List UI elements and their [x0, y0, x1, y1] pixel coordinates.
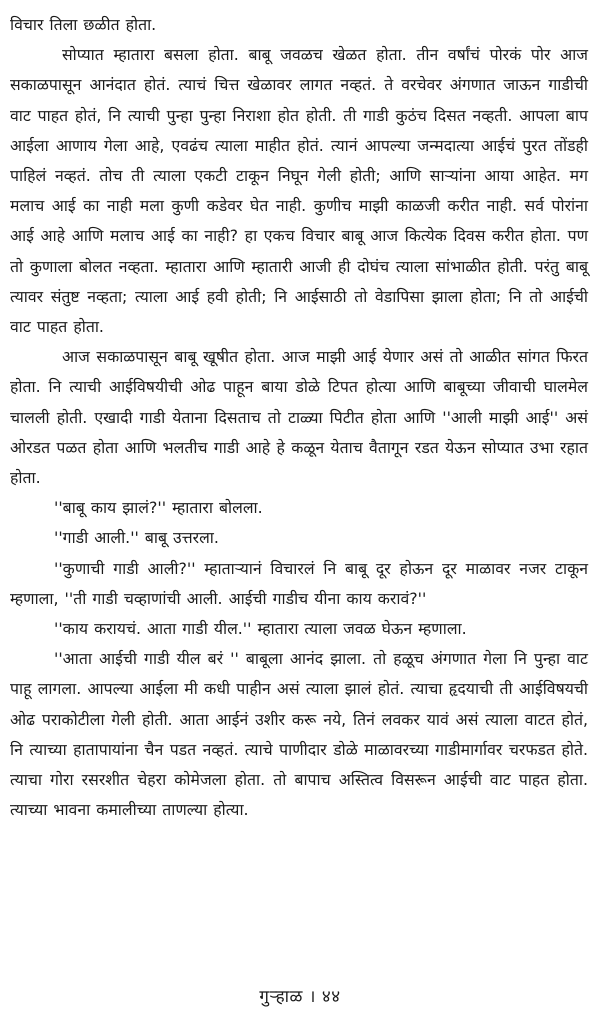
footer-separator: ।: [308, 987, 316, 1007]
running-book-title: गुऱ्हाळ: [259, 987, 303, 1007]
dialogue-line-3: ''कुणाची गाडी आली?'' म्हाताऱ्यानं विचारलं नि बाबू दूर होऊन दूर माळावर नजर टाकून म्हणाला, ''ती गाडी चव्हाणांची आली. आईची गाडीच यीना काय करावं?'': [10, 558, 588, 608]
page-footer: [0, 982, 600, 1012]
page-number: ४४: [321, 987, 341, 1007]
dialogue-line-1: ''बाबू काय झालं?'' म्हातारा बोलला.: [54, 498, 263, 518]
dialogue-line-2: ''गाडी आली.'' बाबू उत्तरला.: [54, 528, 219, 548]
paragraph-1: विचार तिला छळीत होता.: [10, 15, 157, 34]
paragraph-final: ''आता आईची गाडी यील बरं '' बाबूला आनंद झाला. तो हळूच अंगणात गेला नि पुन्हा वाट पाहू लागला. आपल्या आईला मी कधी पाहीन असं त्याला झालं होतं. त्याचा हृदयाची ती आईविषयची ओढ पराकोटीला गेली होती. आता आईनं उशीर करू नये, तिनं लवकर यावं असं त्याला वाटत होतं, नि त्याच्या हातापायांना चैन पडत नव्हतं. त्याचे पाणीदार डोळे माळावरच्या गाडीमार्गावर चरफडत होते. त्याचा गोरा रसरशीत चेहरा कोमेजला होता. तो बापाच अस्तित्व विसरून आईची वाट पाहत होता. त्याच्या भावना कमालीच्या ताणल्या होत्या.: [10, 649, 588, 820]
paragraph-3: आज सकाळपासून बाबू खूषीत होता. आज माझी आई येणार असं तो आळीत सांगत फिरत होता. नि त्याची आईविषयीची ओढ पाहून बाया डोळे टिपत होत्या आणि बाबूच्या जीवाची घालमेल चालली होती. एखादी गाडी येताना दिसताच तो टाळ्या पिटीत होता आणि ''आली माझी आई'' असं ओरडत पळत होता आणि भलतीच गाडी आहे हे कळून येताच वैतागून रडत येऊन सोप्यात उभा रहात होता.: [10, 347, 588, 488]
body-text: [10, 10, 588, 825]
paragraph-2: सोप्यात म्हातारा बसला होता. बाबू जवळच खेळत होता. तीन वर्षांचं पोरकं पोर आज सकाळपासून आनंदात होतं. त्याचं चित्त खेळावर लागत नव्हतं. ते वरचेवर अंगणात जाऊन गाडीची वाट पाहत होतं, नि त्याची पुन्हा पुन्हा निराशा होत होती. ती गाडी कुठंच दिसत नव्हती. आपला बाप आईला आणाय गेला आहे, एवढंच त्याला माहीत होतं. त्यानं आपल्या जन्मदात्या आईचं पुरत तोंडही पाहिलं नव्हतं. तोच ती त्याला एकटी टाकून निघून गेली होती; आणि साऱ्यांना आया आहेत. मग मलाच आई का नाही मला कुणी कडेवर घेत नाही. कुणीच माझी काळजी करीत नाही. सर्व पोरांना आई आहे आणि मलाच आई का नाही? हा एकच विचार बाबू आज कित्येक दिवस करीत होता. पण तो कुणाला बोलत नव्हता. म्हातारा आणि म्हातारी आजी ही दोघंच त्याला सांभाळीत होती. परंतु बाबू त्यावर संतुष्ट नव्हता; त्याला आई हवी होती; नि आईसाठी तो वेडापिसा झाला होता; नि तो आईची वाट पाहत होता.: [10, 45, 588, 337]
dialogue-line-4: ''काय करायचं. आता गाडी यील.'' म्हातारा त्याला जवळ घेऊन म्हणाला.: [54, 619, 467, 639]
